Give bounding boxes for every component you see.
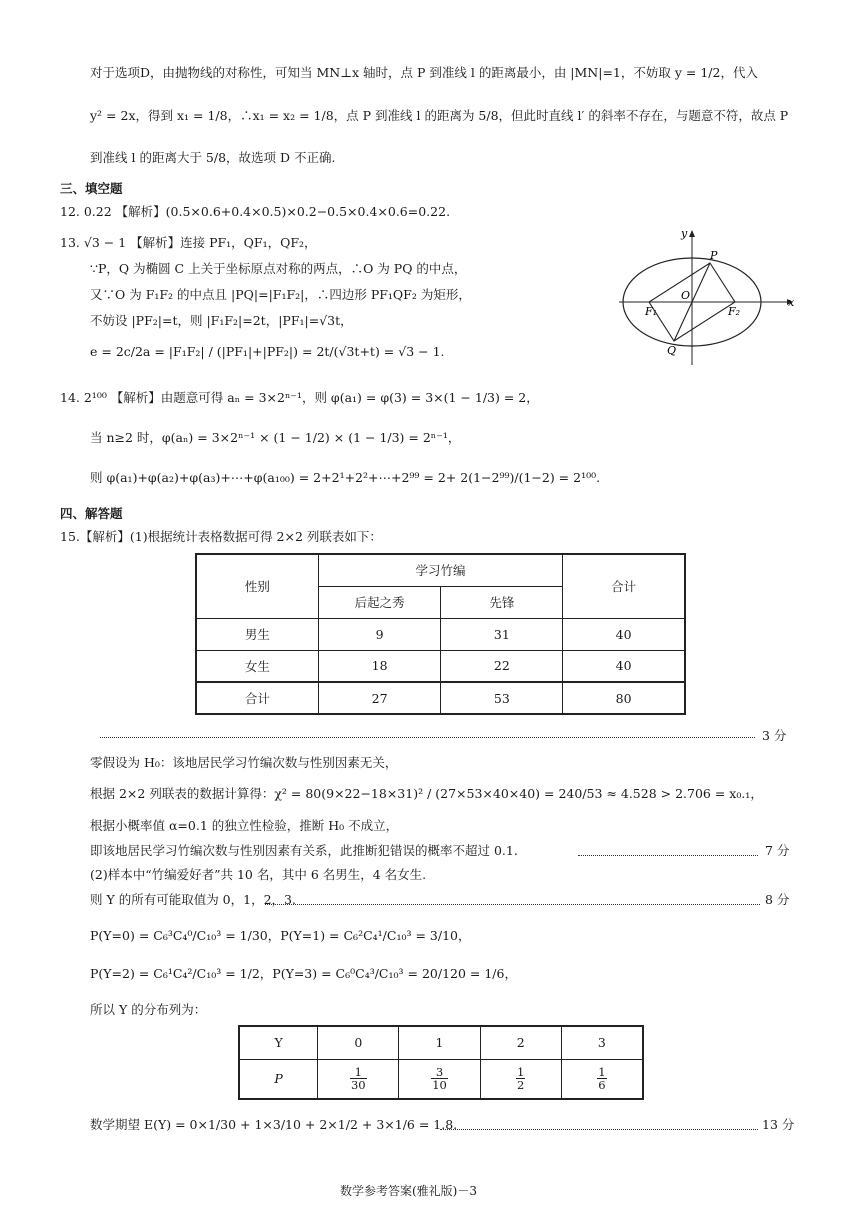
label-f2: F₂: [728, 305, 741, 318]
cell-y-label: Y: [239, 1026, 318, 1059]
th-pioneer: 先锋: [441, 586, 563, 618]
cell: 男生: [196, 618, 318, 650]
cell: [480, 1059, 561, 1099]
cell: 合计: [196, 682, 318, 714]
q12-answer: 12. 0.22 【解析】(0.5×0.6+0.4×0.5)×0.2−0.5×0.4×0.6=0.22.: [60, 204, 451, 219]
null-hypothesis: 零假设为 H₀：该地居民学习竹编次数与性别因素无关，: [90, 755, 398, 770]
q13-line5: e = 2c/2a = |F₁F₂| / (|PF₁|+|PF₂|) = 2t/(√3t+t) = √3 − 1.: [90, 344, 445, 359]
th-gender: 性别: [196, 554, 318, 618]
score-7: 7 分: [765, 843, 790, 858]
independence-test: 根据小概率值 α=0.1 的独立性检验，推断 H₀ 不成立，: [90, 818, 399, 833]
th-total: 合计: [563, 554, 685, 618]
numerator: 3: [431, 1066, 448, 1079]
option-d-line3: 到准线 l 的距离大于 5/8，故选项 D 不正确.: [90, 150, 336, 165]
q14-line2: 当 n≥2 时，φ(aₙ) = 3×2ⁿ⁻¹ × (1 − 1/2) × (1 − 1/3) = 2ⁿ⁻¹，: [90, 430, 461, 445]
denominator: 30: [350, 1078, 366, 1093]
option-d-line1: 对于选项D，由抛物线的对称性，可知当 MN⊥x 轴时，点 P 到准线 l 的距离最小，由 |MN|=1，不妨取 y = 1/2，代入: [90, 65, 758, 80]
th-learning-bamboo: 学习竹编: [318, 554, 563, 586]
label-p: P: [710, 249, 718, 262]
probability-line1: P(Y=0) = C₆³C₄⁰/C₁₀³ = 1/30，P(Y=1) = C₆²C₄¹/C₁₀³ = 3/10，: [90, 928, 471, 943]
cell: 53: [441, 682, 563, 714]
table-row: [239, 1059, 643, 1099]
table-row: [196, 618, 685, 650]
table-row: [239, 1026, 643, 1059]
cell: 40: [563, 650, 685, 682]
q13-line2: ∵P，Q 为椭圆 C 上关于坐标原点对称的两点，∴O 为 PQ 的中点，: [90, 261, 467, 276]
part-2-intro: (2)样本中“竹编爱好者”共 10 名，其中 6 名男生，4 名女生.: [90, 867, 427, 882]
cell: 80: [563, 682, 685, 714]
cell: 3: [561, 1026, 643, 1059]
label-q: Q: [667, 344, 677, 357]
label-y: y: [681, 227, 688, 240]
q13-line3: 又∵O 为 F₁F₂ 的中点且 |PQ|=|F₁F₂|，∴四边形 PF₁QF₂ 为矩形，: [90, 287, 471, 302]
numerator: 1: [517, 1065, 525, 1080]
cell: [399, 1059, 480, 1099]
score-13: 13 分: [762, 1117, 795, 1132]
page-footer: 数学参考答案(雅礼版)－3: [340, 1184, 477, 1198]
q13-line1: 13. √3 − 1 【解析】连接 PF₁，QF₁，QF₂，: [60, 235, 317, 250]
cell: 22: [441, 650, 563, 682]
distribution-intro: 所以 Y 的分布列为：: [90, 1002, 207, 1017]
label-o: O: [681, 289, 691, 302]
numerator: 1: [598, 1065, 606, 1080]
chi-square-calc: 根据 2×2 列联表的数据计算得：χ² = 80(9×22−18×31)² / (27×53×40×40) = 240/53 ≈ 4.528 > 2.706 = x₀.₁，: [90, 786, 763, 801]
label-x: x: [788, 296, 795, 309]
y-axis-arrow: [689, 230, 695, 237]
table-row: [196, 650, 685, 682]
q13-line4: 不妨设 |PF₂|=t，则 |F₁F₂|=2t，|PF₁|=√3t，: [90, 313, 353, 328]
table-row: [196, 682, 685, 714]
denominator: 6: [598, 1078, 606, 1093]
option-d-line2: y² = 2x，得到 x₁ = 1/8，∴x₁ = x₂ = 1/8，点 P 到准线 l 的距离为 5/8，但此时直线 l′ 的斜率不存在，与题意不符，故点 P: [90, 108, 789, 123]
cell: 27: [318, 682, 441, 714]
cell: [561, 1059, 643, 1099]
contingency-table: [195, 553, 686, 715]
score-leader: [100, 737, 755, 738]
cell: 40: [563, 618, 685, 650]
score-3: 3 分: [762, 728, 787, 743]
score-leader: [440, 1129, 758, 1130]
distribution-table: [238, 1025, 644, 1100]
expectation: 数学期望 E(Y) = 0×1/30 + 1×3/10 + 2×1/2 + 3×1/6 = 1.8.: [90, 1117, 458, 1132]
cell: 女生: [196, 650, 318, 682]
q15-intro: 15.【解析】(1)根据统计表格数据可得 2×2 列联表如下：: [60, 529, 382, 544]
cell: 1: [399, 1026, 480, 1059]
cell: 2: [480, 1026, 561, 1059]
denominator: 2: [517, 1078, 525, 1093]
th-late-bloomer: 后起之秀: [318, 586, 441, 618]
probability-line2: P(Y=2) = C₆¹C₄²/C₁₀³ = 1/2，P(Y=3) = C₆⁰C₄³/C₁₀³ = 20/120 = 1/6，: [90, 966, 517, 981]
q14-line3: 则 φ(a₁)+φ(a₂)+φ(a₃)+⋯+φ(a₁₀₀) = 2+2¹+2²+⋯+2⁹⁹ = 2+ 2(1−2⁹⁹)/(1−2) = 2¹⁰⁰.: [90, 470, 601, 485]
score-leader: [265, 904, 760, 905]
y-values: 则 Y 的所有可能取值为 0，1，2，3.: [90, 892, 296, 907]
ellipse-figure: [615, 225, 800, 370]
section-heading-solutions: 四、解答题: [60, 506, 123, 521]
cell: 18: [318, 650, 441, 682]
score-8: 8 分: [765, 892, 790, 907]
numerator: 1: [350, 1066, 367, 1079]
label-f1: F₁: [645, 305, 658, 318]
section-heading-fill-in: 三、填空题: [60, 181, 123, 196]
cell: 0: [318, 1026, 399, 1059]
cell: [318, 1059, 399, 1099]
cell-p-label: P: [239, 1059, 318, 1099]
cell: 31: [441, 618, 563, 650]
denominator: 10: [432, 1078, 447, 1093]
cell: 9: [318, 618, 441, 650]
conclusion: 即该地居民学习竹编次数与性别因素有关系，此推断犯错误的概率不超过 0.1.: [90, 843, 518, 858]
score-leader: [578, 855, 758, 856]
q14-line1: 14. 2¹⁰⁰ 【解析】由题意可得 aₙ = 3×2ⁿ⁻¹，则 φ(a₁) = φ(3) = 3×(1 − 1/3) = 2，: [60, 390, 539, 405]
